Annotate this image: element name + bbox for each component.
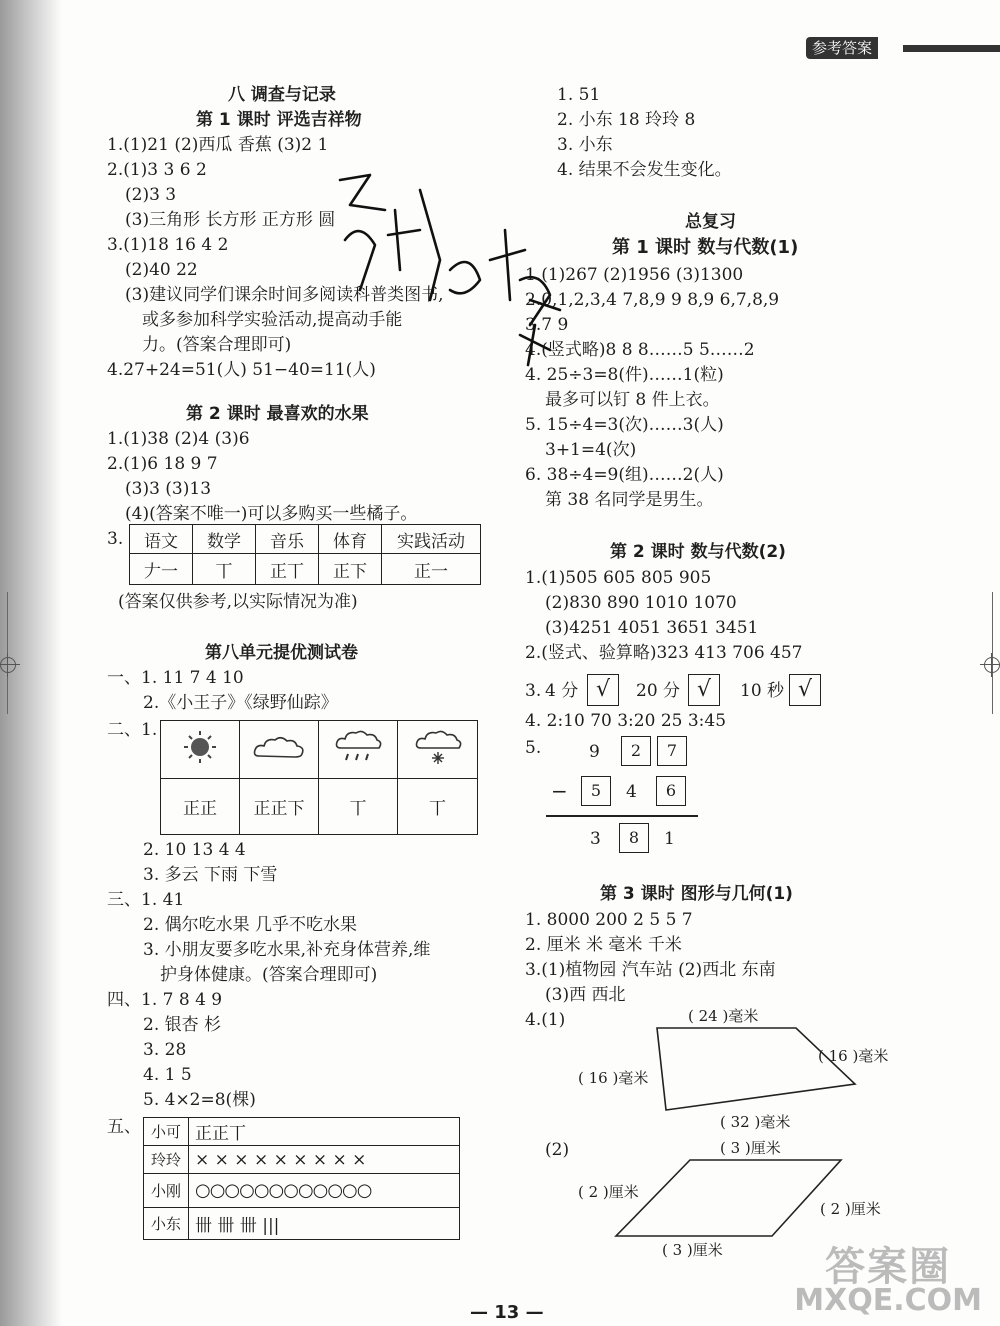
answer-line: 2. 偶尔吃水果 几乎不吃水果 — [143, 915, 358, 935]
digit-box: 2 — [621, 736, 651, 766]
watermark-url: MXQE.COM — [794, 1283, 982, 1318]
lesson-title: 第 3 课时 图形与几何(1) — [600, 884, 793, 904]
question-label: 3. — [107, 529, 124, 549]
answer-line: 1.(1)38 (2)4 (3)6 — [107, 429, 250, 449]
answer-line: 1. 8000 200 2 5 5 7 — [525, 910, 693, 930]
watermark-logo-text: 答案圈 — [825, 1244, 952, 1290]
answer-line: 3.(1)18 16 4 2 — [107, 235, 229, 255]
answer-line: 3. 28 — [143, 1040, 187, 1060]
parallelogram-shape — [616, 1160, 841, 1236]
watermark — [794, 1244, 982, 1318]
answer-line: 三、1. 41 — [107, 890, 185, 910]
tally-cell: 正正下 — [240, 779, 319, 835]
measure-label: ( 3 )厘米 — [662, 1241, 723, 1259]
digit: 4 — [626, 782, 637, 802]
answer-line: (3)4251 4051 3651 3451 — [545, 618, 759, 638]
answer-line: 3.(1)植物园 汽车站 (2)西北 东南 — [525, 960, 776, 980]
check-label: 20 分 — [636, 681, 681, 701]
digit-box: 7 — [657, 736, 687, 766]
table-header: 实践活动 — [382, 525, 481, 554]
table-header: 音乐 — [256, 525, 319, 554]
section-title: 第八单元提优测试卷 — [205, 643, 358, 663]
lesson-title: 第 1 课时 评选吉祥物 — [196, 110, 362, 130]
tally-cell: 丅 — [398, 779, 478, 835]
table-cell: 正丅 — [256, 554, 319, 585]
answer-line: 2.《小王子》《绿野仙踪》 — [143, 693, 338, 713]
note: (答案仅供参考,以实际情况为准) — [118, 592, 358, 612]
answer-line: 1.(1)505 605 805 905 — [525, 568, 712, 588]
tally-cell: 正正 — [161, 779, 240, 835]
answer-line: 4. 结果不会发生变化。 — [557, 160, 732, 180]
answer-line: (3)3 (3)13 — [125, 479, 212, 499]
row-name: 小刚 — [144, 1174, 189, 1208]
digit-box: 8 — [619, 823, 649, 853]
answer-line: 1. 51 — [557, 85, 601, 105]
answer-line: 3.7 9 — [525, 315, 569, 335]
unit-title: 八 调查与记录 — [228, 85, 336, 105]
answer-line: (2)3 3 — [125, 185, 177, 205]
answer-line: (3)西 西北 — [545, 985, 626, 1005]
answer-line: 2. 银杏 杉 — [143, 1015, 222, 1035]
measure-label: ( 24 )毫米 — [688, 1007, 759, 1025]
row-name: 玲玲 — [144, 1146, 189, 1174]
page-number: — 13 — — [470, 1302, 544, 1323]
answer-line: 5. 15÷4=3(次)……3(人) — [525, 415, 724, 435]
table-header: 语文 — [130, 525, 193, 554]
question-label: 3. — [525, 681, 542, 701]
question-label: 4.(1) — [525, 1010, 566, 1030]
answer-line: 2.(1)3 3 6 2 — [107, 160, 207, 180]
measure-label: ( 32 )毫米 — [720, 1113, 791, 1131]
answer-line: 3+1=4(次) — [545, 440, 637, 460]
table-cell: 正下 — [319, 554, 382, 585]
answer-line: 2.(1)6 18 9 7 — [107, 454, 218, 474]
answer-line: 3. 小朋友要多吃水果,补充身体营养,维 — [143, 940, 431, 960]
review-title: 总复习 — [685, 212, 736, 232]
answer-line: 4.27+24=51(人) 51−40=11(人) — [107, 360, 376, 380]
digit-box: 6 — [656, 776, 686, 806]
table-cell: 正一 — [382, 554, 481, 585]
answer-line: 2. 10 13 4 4 — [143, 840, 246, 860]
answer-line: 最多可以钉 8 件上衣。 — [545, 390, 720, 410]
answer-line: 或多参加科学实验活动,提高动手能 — [142, 310, 403, 330]
answer-line: 第 38 名同学是男生。 — [545, 490, 714, 510]
handwriting-scribble — [300, 150, 590, 370]
digit: 9 — [589, 742, 600, 762]
answer-key-label: 参考答案 — [806, 37, 878, 59]
checkbox: √ — [688, 674, 720, 706]
checkbox: √ — [789, 674, 821, 706]
answer-line: (3)建议同学们课余时间多阅读科普类图书, — [125, 285, 444, 305]
row-marks: 正正丅 — [189, 1118, 460, 1146]
check-label: 10 秒 — [740, 681, 785, 701]
digit: 1 — [664, 829, 675, 849]
row-marks: × × × × × × × × × — [189, 1146, 460, 1174]
row-marks: 卌 卌 卌 ||| — [189, 1208, 460, 1240]
answer-line: 3. 多云 下雨 下雪 — [143, 865, 278, 885]
answer-line: 6. 38÷4=9(组)……2(人) — [525, 465, 724, 485]
digit: 3 — [590, 829, 601, 849]
answer-line: 1.(1)21 (2)西瓜 香蕉 (3)2 1 — [107, 135, 329, 155]
answer-line: 2. 小东 18 玲玲 8 — [557, 110, 696, 130]
measure-label: ( 2 )厘米 — [820, 1200, 881, 1218]
answer-line: 3. 小东 — [557, 135, 613, 155]
answer-line: 2.0,1,2,3,4 7,8,9 9 8,9 6,7,8,9 — [525, 290, 780, 310]
lesson-title: 第 2 课时 数与代数(2) — [610, 542, 786, 562]
answer-line: 2.(竖式、验算略)323 413 706 457 — [525, 643, 803, 663]
question-label: (2) — [545, 1140, 570, 1160]
answer-line: 4. 2:10 70 3:20 25 3:45 — [525, 711, 727, 731]
answer-line: 四、1. 7 8 4 9 — [107, 990, 223, 1010]
row-name: 小可 — [144, 1118, 189, 1146]
answer-line: 5. 4×2=8(棵) — [143, 1090, 256, 1110]
question-label: 五、 — [107, 1117, 141, 1137]
answer-line: 4. 1 5 — [143, 1065, 192, 1085]
lesson-title: 第 1 课时 数与代数(1) — [612, 237, 799, 258]
answer-line: 4.(竖式略)8 8 8……5 5……2 — [525, 340, 755, 360]
answer-line: (4)(答案不唯一)可以多购买一些橘子。 — [125, 504, 418, 524]
measure-label: ( 16 )毫米 — [578, 1069, 649, 1087]
answer-line: 力。(答案合理即可) — [142, 335, 292, 355]
answer-line: (2)830 890 1010 1070 — [545, 593, 737, 613]
table-cell: 丅 — [193, 554, 256, 585]
table-header: 体育 — [319, 525, 382, 554]
answer-line: 1.(1)267 (2)1956 (3)1300 — [525, 265, 744, 285]
answer-line: 护身体健康。(答案合理即可) — [160, 965, 378, 985]
table-cell: 𠂇一 — [130, 554, 193, 585]
minus-sign: − — [551, 779, 568, 803]
checkbox: √ — [587, 674, 619, 706]
lesson-title: 第 2 课时 最喜欢的水果 — [186, 404, 369, 424]
answer-line: (2)40 22 — [125, 260, 198, 280]
quadrilateral-shape — [657, 1028, 855, 1110]
measure-label: ( 2 )厘米 — [578, 1183, 639, 1201]
answer-line: 2. 厘米 米 毫米 千米 — [525, 935, 682, 955]
question-label: 5. — [525, 738, 542, 758]
row-name: 小东 — [144, 1208, 189, 1240]
tally-cell: 丅 — [319, 779, 398, 835]
question-label: 二、1. — [107, 720, 158, 740]
check-label: 4 分 — [545, 681, 579, 701]
table-header: 数学 — [193, 525, 256, 554]
digit-box: 5 — [581, 776, 611, 806]
measure-label: ( 3 )厘米 — [720, 1139, 781, 1157]
answer-line: 一、1. 11 7 4 10 — [107, 668, 244, 688]
row-marks: ○○○○○○○○○○○○ — [189, 1174, 460, 1208]
answer-line: (3)三角形 长方形 正方形 圆 — [125, 210, 336, 230]
measure-label: ( 16 )毫米 — [818, 1047, 889, 1065]
answer-line: 4. 25÷3=8(件)……1(粒) — [525, 365, 724, 385]
